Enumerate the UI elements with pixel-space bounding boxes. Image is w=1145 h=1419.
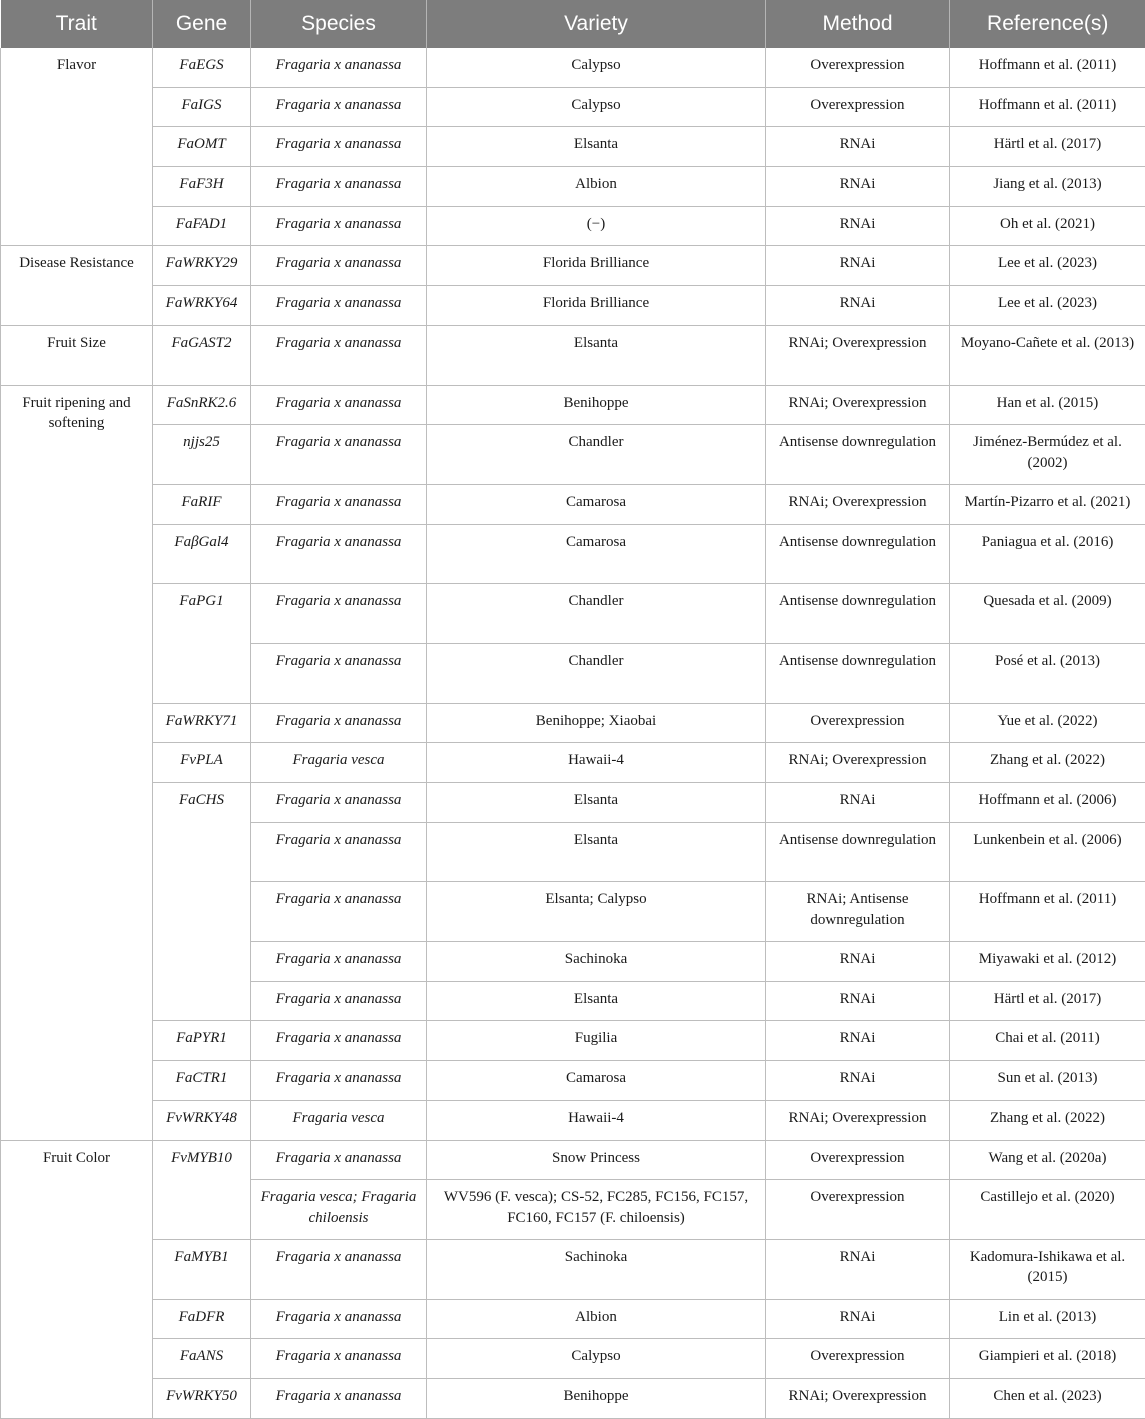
trait-cell: Flavor <box>1 48 153 246</box>
species-cell: Fragaria x ananassa <box>251 1378 427 1418</box>
method-cell: RNAi; Overexpression <box>766 325 950 385</box>
method-cell: Overexpression <box>766 703 950 743</box>
reference-cell: Lee et al. (2023) <box>950 246 1145 286</box>
variety-cell: Snow Princess <box>427 1140 766 1180</box>
reference-cell: Posé et al. (2013) <box>950 643 1145 703</box>
table-row <box>1 1378 1145 1418</box>
method-cell: Antisense downregulation <box>766 524 950 584</box>
gene-cell: FaF3H <box>153 167 251 207</box>
gene-cell: FaRIF <box>153 484 251 524</box>
table-row <box>1 286 1145 326</box>
reference-cell: Hoffmann et al. (2011) <box>950 48 1145 87</box>
table-row <box>1 127 1145 167</box>
species-cell: Fragaria x ananassa <box>251 783 427 823</box>
table-row <box>1 1339 1145 1379</box>
species-cell: Fragaria x ananassa <box>251 325 427 385</box>
variety-cell: Sachinoka <box>427 1239 766 1299</box>
species-cell: Fragaria vesca <box>251 743 427 783</box>
variety-cell: Hawaii-4 <box>427 1100 766 1140</box>
gene-cell: FaIGS <box>153 87 251 127</box>
variety-cell: WV596 (F. vesca); CS-52, FC285, FC156, FC157, FC160, FC157 (F. chiloensis) <box>427 1180 766 1240</box>
variety-cell: Elsanta <box>427 783 766 823</box>
reference-cell: Lin et al. (2013) <box>950 1299 1145 1339</box>
table-row <box>1 385 1145 425</box>
trait-cell: Fruit Size <box>1 325 153 385</box>
reference-cell: Giampieri et al. (2018) <box>950 1339 1145 1379</box>
table-row <box>1 87 1145 127</box>
method-cell: Overexpression <box>766 87 950 127</box>
table-row <box>1 167 1145 207</box>
gene-cell: FvWRKY48 <box>153 1100 251 1140</box>
method-cell: RNAi; Overexpression <box>766 385 950 425</box>
reference-cell: Yue et al. (2022) <box>950 703 1145 743</box>
gene-cell: FaWRKY29 <box>153 246 251 286</box>
gene-cell: FaWRKY71 <box>153 703 251 743</box>
variety-cell: Sachinoka <box>427 942 766 982</box>
table-row <box>1 425 1145 485</box>
method-cell: RNAi <box>766 206 950 246</box>
gene-cell: FaPYR1 <box>153 1021 251 1061</box>
table-row <box>1 1239 1145 1299</box>
reference-cell: Castillejo et al. (2020) <box>950 1180 1145 1240</box>
variety-cell: Elsanta; Calypso <box>427 882 766 942</box>
method-cell: Overexpression <box>766 1339 950 1379</box>
variety-cell: Camarosa <box>427 524 766 584</box>
gene-cell: FaFAD1 <box>153 206 251 246</box>
reference-cell: Sun et al. (2013) <box>950 1061 1145 1101</box>
reference-cell: Zhang et al. (2022) <box>950 743 1145 783</box>
reference-cell: Paniagua et al. (2016) <box>950 524 1145 584</box>
reference-cell: Wang et al. (2020a) <box>950 1140 1145 1180</box>
variety-cell: Elsanta <box>427 325 766 385</box>
table-row <box>1 1140 1145 1180</box>
method-cell: RNAi <box>766 1021 950 1061</box>
table-row <box>1 48 1145 87</box>
variety-cell: Chandler <box>427 584 766 644</box>
gene-cell: FaβGal4 <box>153 524 251 584</box>
reference-cell: Lee et al. (2023) <box>950 286 1145 326</box>
variety-cell: Florida Brilliance <box>427 286 766 326</box>
method-cell: Antisense downregulation <box>766 643 950 703</box>
table-row <box>1 1299 1145 1339</box>
species-cell: Fragaria x ananassa <box>251 1061 427 1101</box>
gene-cell: FaWRKY64 <box>153 286 251 326</box>
variety-cell: Benihoppe <box>427 1378 766 1418</box>
method-cell: RNAi <box>766 942 950 982</box>
gene-cell: FaOMT <box>153 127 251 167</box>
table-row <box>1 246 1145 286</box>
method-cell: RNAi; Overexpression <box>766 484 950 524</box>
gene-cell: FaANS <box>153 1339 251 1379</box>
variety-cell: Benihoppe; Xiaobai <box>427 703 766 743</box>
header-variety: Variety <box>427 0 766 48</box>
reference-cell: Zhang et al. (2022) <box>950 1100 1145 1140</box>
table-row <box>1 1061 1145 1101</box>
header-species: Species <box>251 0 427 48</box>
reference-cell: Han et al. (2015) <box>950 385 1145 425</box>
variety-cell: Camarosa <box>427 1061 766 1101</box>
variety-cell: Elsanta <box>427 981 766 1021</box>
reference-cell: Jiménez-Bermúdez et al. (2002) <box>950 425 1145 485</box>
reference-cell: Kadomura-Ishikawa et al. (2015) <box>950 1239 1145 1299</box>
gene-cell: FaSnRK2.6 <box>153 385 251 425</box>
table-row <box>1 1021 1145 1061</box>
variety-cell: Chandler <box>427 425 766 485</box>
method-cell: RNAi <box>766 127 950 167</box>
reference-cell: Härtl et al. (2017) <box>950 127 1145 167</box>
method-cell: RNAi <box>766 286 950 326</box>
header-row <box>1 0 1145 48</box>
reference-cell: Chen et al. (2023) <box>950 1378 1145 1418</box>
method-cell: Antisense downregulation <box>766 584 950 644</box>
gene-cell: FaCHS <box>153 783 251 1021</box>
gene-cell: FaPG1 <box>153 584 251 703</box>
species-cell: Fragaria x ananassa <box>251 425 427 485</box>
variety-cell: Calypso <box>427 87 766 127</box>
variety-cell: (−) <box>427 206 766 246</box>
species-cell: Fragaria x ananassa <box>251 524 427 584</box>
method-cell: RNAi <box>766 1239 950 1299</box>
gene-cell: FaEGS <box>153 48 251 87</box>
gene-cell: FvMYB10 <box>153 1140 251 1239</box>
gene-cell: njjs25 <box>153 425 251 485</box>
variety-cell: Camarosa <box>427 484 766 524</box>
reference-cell: Hoffmann et al. (2006) <box>950 783 1145 823</box>
variety-cell: Elsanta <box>427 822 766 882</box>
table-row <box>1 484 1145 524</box>
trait-cell: Fruit ripening and softening <box>1 385 153 1140</box>
method-cell: RNAi <box>766 981 950 1021</box>
method-cell: RNAi; Overexpression <box>766 1100 950 1140</box>
reference-cell: Miyawaki et al. (2012) <box>950 942 1145 982</box>
species-cell: Fragaria x ananassa <box>251 643 427 703</box>
method-cell: Antisense downregulation <box>766 425 950 485</box>
reference-cell: Oh et al. (2021) <box>950 206 1145 246</box>
species-cell: Fragaria x ananassa <box>251 484 427 524</box>
variety-cell: Benihoppe <box>427 385 766 425</box>
method-cell: RNAi <box>766 1299 950 1339</box>
method-cell: RNAi; Overexpression <box>766 1378 950 1418</box>
species-cell: Fragaria x ananassa <box>251 1339 427 1379</box>
species-cell: Fragaria x ananassa <box>251 206 427 246</box>
species-cell: Fragaria x ananassa <box>251 1299 427 1339</box>
reference-cell: Hoffmann et al. (2011) <box>950 87 1145 127</box>
header-method: Method <box>766 0 950 48</box>
method-cell: RNAi <box>766 783 950 823</box>
species-cell: Fragaria x ananassa <box>251 1140 427 1180</box>
variety-cell: Calypso <box>427 1339 766 1379</box>
gene-cell: FaCTR1 <box>153 1061 251 1101</box>
species-cell: Fragaria x ananassa <box>251 703 427 743</box>
header-gene: Gene <box>153 0 251 48</box>
method-cell: RNAi <box>766 1061 950 1101</box>
reference-cell: Martín-Pizarro et al. (2021) <box>950 484 1145 524</box>
table-row <box>1 524 1145 584</box>
species-cell: Fragaria x ananassa <box>251 1021 427 1061</box>
gene-cell: FaMYB1 <box>153 1239 251 1299</box>
species-cell: Fragaria x ananassa <box>251 981 427 1021</box>
table-row <box>1 783 1145 823</box>
reference-cell: Härtl et al. (2017) <box>950 981 1145 1021</box>
variety-cell: Elsanta <box>427 127 766 167</box>
species-cell: Fragaria x ananassa <box>251 167 427 207</box>
method-cell: RNAi <box>766 246 950 286</box>
reference-cell: Hoffmann et al. (2011) <box>950 882 1145 942</box>
gene-cell: FaDFR <box>153 1299 251 1339</box>
species-cell: Fragaria x ananassa <box>251 385 427 425</box>
species-cell: Fragaria x ananassa <box>251 584 427 644</box>
variety-cell: Albion <box>427 1299 766 1339</box>
species-cell: Fragaria x ananassa <box>251 87 427 127</box>
table-row <box>1 1100 1145 1140</box>
species-cell: Fragaria x ananassa <box>251 822 427 882</box>
method-cell: Overexpression <box>766 1140 950 1180</box>
species-cell: Fragaria x ananassa <box>251 1239 427 1299</box>
variety-cell: Chandler <box>427 643 766 703</box>
reference-cell: Jiang et al. (2013) <box>950 167 1145 207</box>
variety-cell: Florida Brilliance <box>427 246 766 286</box>
variety-cell: Calypso <box>427 48 766 87</box>
gene-cell: FvWRKY50 <box>153 1378 251 1418</box>
variety-cell: Fugilia <box>427 1021 766 1061</box>
table-row <box>1 584 1145 644</box>
variety-cell: Hawaii-4 <box>427 743 766 783</box>
reference-cell: Chai et al. (2011) <box>950 1021 1145 1061</box>
table-row <box>1 206 1145 246</box>
reference-cell: Lunkenbein et al. (2006) <box>950 822 1145 882</box>
species-cell: Fragaria x ananassa <box>251 286 427 326</box>
species-cell: Fragaria x ananassa <box>251 48 427 87</box>
method-cell: Overexpression <box>766 1180 950 1240</box>
species-cell: Fragaria x ananassa <box>251 127 427 167</box>
table-row <box>1 743 1145 783</box>
species-cell: Fragaria vesca <box>251 1100 427 1140</box>
gene-cell: FvPLA <box>153 743 251 783</box>
reference-cell: Moyano-Cañete et al. (2013) <box>950 325 1145 385</box>
header-trait: Trait <box>1 0 153 48</box>
table-row <box>1 325 1145 385</box>
method-cell: Overexpression <box>766 48 950 87</box>
header-references: Reference(s) <box>950 0 1145 48</box>
method-cell: RNAi; Antisense downregulation <box>766 882 950 942</box>
reference-cell: Quesada et al. (2009) <box>950 584 1145 644</box>
method-cell: RNAi <box>766 167 950 207</box>
gene-cell: FaGAST2 <box>153 325 251 385</box>
method-cell: Antisense downregulation <box>766 822 950 882</box>
table-row <box>1 703 1145 743</box>
trait-cell: Disease Resistance <box>1 246 153 325</box>
trait-cell: Fruit Color <box>1 1140 153 1418</box>
method-cell: RNAi; Overexpression <box>766 743 950 783</box>
species-cell: Fragaria vesca; Fragaria chiloensis <box>251 1180 427 1240</box>
species-cell: Fragaria x ananassa <box>251 882 427 942</box>
variety-cell: Albion <box>427 167 766 207</box>
species-cell: Fragaria x ananassa <box>251 246 427 286</box>
species-cell: Fragaria x ananassa <box>251 942 427 982</box>
